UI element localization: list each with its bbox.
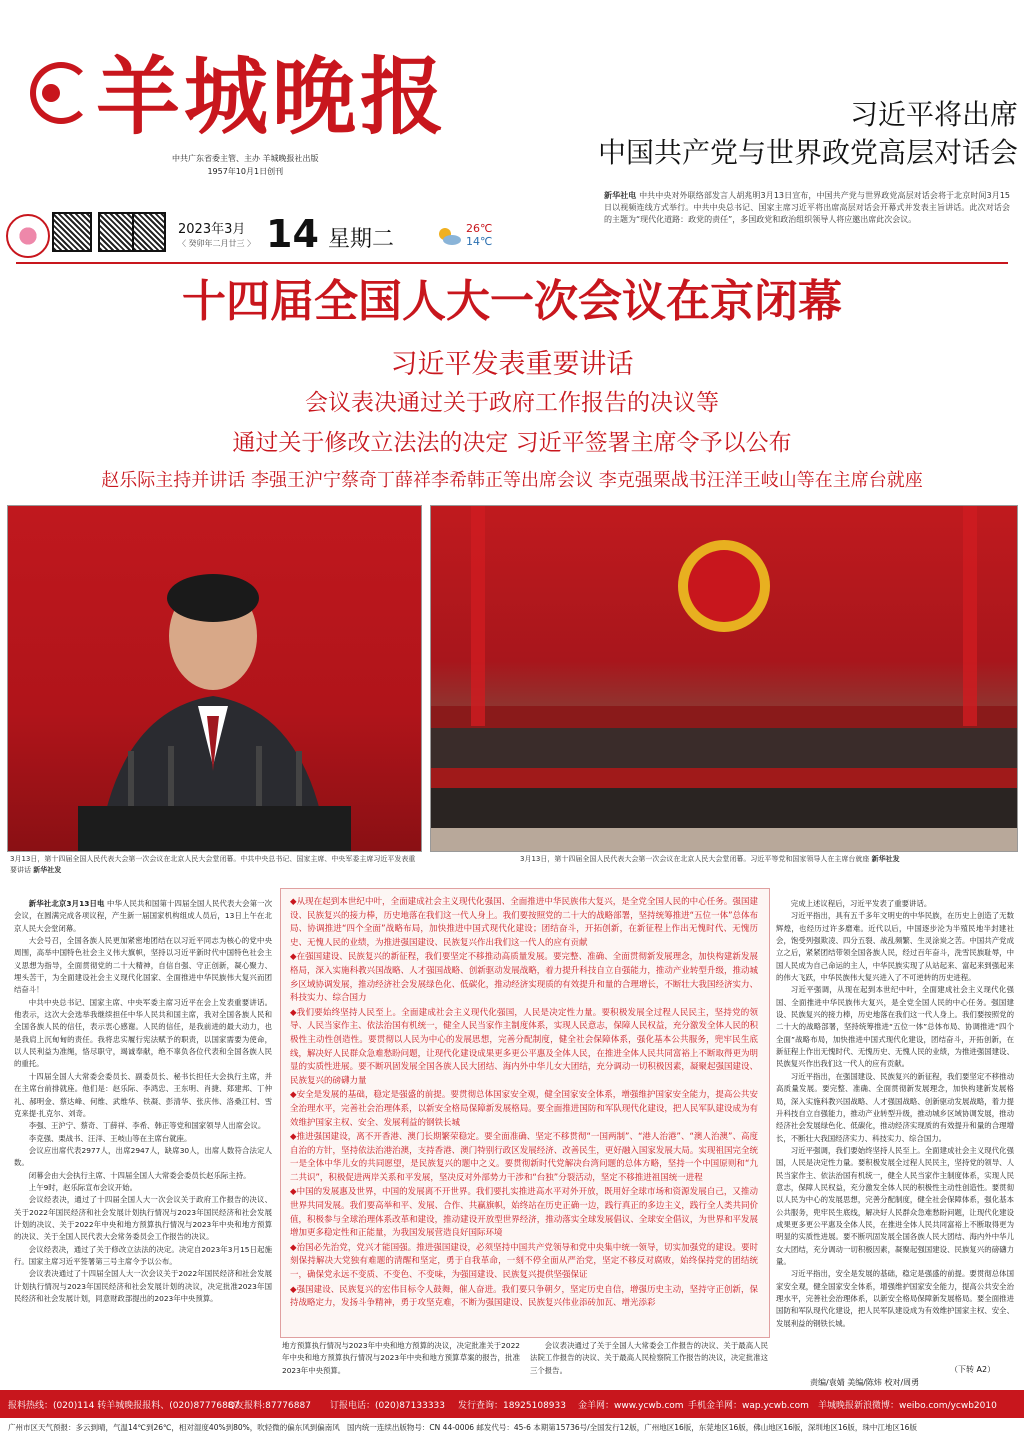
qr-code-1 (52, 212, 92, 252)
qq-text: Q友报料:87776887 (228, 1401, 311, 1411)
key-points-text: ◆从现在起到本世纪中叶，全面建成社会主义现代化强国、全面推进中华民族伟大复兴，是全党全国人民的中心任务。强国建设、民族复兴的接力棒，历史地落在我们这一代人身上。我们要按照党的二十大的战略部署，坚持统筹推进“五位一体”总体布局、协调推进“四个全面”战略布局，加快推进中国式现代化建设；团结奋斗，开拓创新，在新征程上作出无愧时代、无愧历史、无愧人民的业绩，为推进强国建设、民族复兴作出我们这一代人的应有贡献 ◆在强国建设、民族复兴的新征程，我们要坚定不移推动高质量发展。要完整、准确、全面贯彻新发展理念，加快构建新发展格局，深入实施科教兴国战略、人才强国战略、创新驱动发展战略，着力提升科技自立自强能力，推动产业转型升级，推动城乡区域协调发展，推动经济社会发展绿色化、低碳化，推动经济实现质的有效提升和量的合理增长，不断壮大我国经济实力、科技实力、综合国力 ◆我们要始终坚持人民至上。全面建成社会主义现代化强国，人民是决定性力量。要积极发展全过程人民民主，坚持党的领导、人民当家作主、依法治国有机统一，健全人民当家作主制度体系，实现人民意志，保障人民权益，充分激发全体人民的积极性主动性创造性。要贯彻以人民为中心的发展思想，完善分配制度，健全社会保障体系，强化基本公共服务，兜牢民生底线，解决好人民群众急难愁盼问题，让现代化建设成果更多更公平惠及全体人民，在推进全体人民共同富裕上不断取得更为明显的实质性进展。要不断巩固发展全国各族人民大团结、海内外中华儿女大团结，充分调动一切积极因素，凝聚起强国建设、民族复兴的磅礴力量 ◆安全是发展的基础，稳定是强盛的前提。要贯彻总体国家安全观，健全国家安全体系，增强维护国家安全能力，提高公共安全治理水平，完善社会治理体系，以新安全格局保障新发展格局。要全面推进国防和军队现代化建设，把人民军队建设成为有效维护国家主权、安全、发展利益的钢铁长城 ◆推进强国建设，离不开香港、澳门长期繁荣稳定。要全面准确、坚定不移贯彻“一国两制”、“港人治港”、“澳人治澳”、高度自治的方针，坚持依法治港治澳，支持香港、澳门特别行政区发展经济、改善民生，更好融入国家发展大局。实现祖国完全统一是全体中华儿女的共同愿望，是民族复兴的题中之义。要贯彻新时代党解决台湾问题的总体方略，坚持一个中国原则和“九二共识”，积极促进两岸关系和平发展，坚决反对外部势力干涉和“台独”分裂活动，坚定不移推进祖国统一进程 ◆中国的发展惠及世界，中国的发展离不开世界。我们要扎实推进高水平对外开放，既用好全球市场和资源发展自己，又推动世界共同发展。我们要高举和平、发展、合作、共赢旗帜，始终站在历史正确一边，践行真正的多边主义，践行全人类共同价值，积极参与全球治理体系改革和建设，推动建设开放型世界经济，推动落实全球发展倡议、全球安全倡议，为世界和平发展增加更多稳定性和正能量，为我国发展营造良好国际环境 ◆治国必先治党，党兴才能国强。推进强国建设，必须坚持中国共产党领导和党中央集中统一领导，切实加强党的建设。要时刻保持解决大党独有难题的清醒和坚定，勇于自我革命，一刻不停全面从严治党，坚定不移反对腐败，始终保持党的团结统一，确保党永远不变质、不变色、不变味，为强国建设、民族复兴提供坚强保证 ◆强国建设、民族复兴的宏伟目标令人鼓舞，催人奋进。我们要只争朝夕，坚定历史自信，增强历史主动，坚持守正创新，保持战略定力，发扬斗争精神，勇于攻坚克难，不断为强国建设、民族复兴伟业添砖加瓦、增光添彩 (290, 897, 758, 1309)
sun-cloud-icon (436, 226, 462, 246)
divider (16, 262, 1008, 264)
temperature: 26℃ 14℃ (466, 222, 493, 248)
subheadline-3: 通过关于修改立法法的决定 习近平签署主席令予以公布 (232, 430, 792, 456)
contact-bar (0, 1390, 1024, 1418)
photo-assembly-hall (430, 505, 1018, 852)
article-center-tail-right: 会议表决通过了关于全国人大常委会工作报告的决议、关于最高人民法院工作报告的决议、关于最高人民检察院工作报告的决议，决定批准这三个报告。 (530, 1341, 768, 1375)
lunar-date: 〈 癸卯年二月廿三 〉 (178, 239, 256, 248)
main-headline: 十四届全国人大一次会议在京闭幕 (182, 276, 842, 327)
distribution-text: 发行查询：18925108933 (458, 1401, 566, 1411)
continued-notice: （下转 A2） (950, 1365, 996, 1374)
logo-emblem (30, 62, 92, 124)
photo-speaker (7, 505, 422, 852)
caption-right: 3月13日，第十四届全国人民代表大会第一次会议在北京人民大会堂闭幕。习近平等党和国家领导人在主席台就座 新华社发 (520, 855, 900, 863)
subscribe-text: 订报电话：(020)87133333 (330, 1401, 446, 1411)
circle-emblem (6, 214, 50, 258)
qr-code-3 (132, 212, 166, 252)
article-left-column: 新华社北京3月13日电 中华人民共和国第十四届全国人民代表大会第一次会议，在圆满完成各项议程，产生新一届国家机构组成人员后，13日上午在北京人民大会堂闭幕。 大会号召，全国各族人民更加紧密地团结在以习近平同志为核心的党中央周围，高举中国特色社会主义伟大旗帜，坚持以习近平新时代中国特色社会主义思想为指导，全面贯彻党的二十大精神，自信自强、守正创新，凝心聚力、埋头苦干，为全面建设社会主义现代化国家、全面推进中华民族伟大复兴而团结奋斗！ 中共中央总书记、国家主席、中央军委主席习近平在会上发表重要讲话。他表示，这次大会选举我继续担任中华人民共和国主席，我对全国各族人民和全国各族人民的信任，表示衷心感谢。人民的信任，是我前进的最大动力，也是我肩上沉甸甸的责任。我将忠实履行宪法赋予的职责，以国家需要为使命，以人民利益为准绳，恪尽职守，竭诚奉献，绝不辜负各位代表和全国各族人民的重托。 十四届全国人大常委会委员长、副委员长、秘书长担任大会执行主席，并在主席台前排就座。他们是：赵乐际、李鸿忠、王东明、肖捷、郑建邦、丁仲礼、郝明金、蔡达峰、何维、武维华、铁凝、彭清华、张庆伟、洛桑江村、雪克来提·扎克尔、刘奇。 李强、王沪宁、蔡奇、丁薛祥、李希、韩正等党和国家领导人出席会议。 李克强、栗战书、汪洋、王岐山等在主席台就座。 会议应出席代表2977人，出席2947人，缺席30人，出席人数符合法定人数。 闭幕会由大会执行主席、十四届全国人大常委会委员长赵乐际主持。 上午9时，赵乐际宣布会议开始。 会议经表决，通过了十四届全国人大一次会议关于政府工作报告的决议、关于2022年国民经济和社会发展计划执行情况与2023年国民经济和社会发展计划的决议、关于2022年中央和地方预算执行情况与2023年中央和地方预算的决议、关于全国人民代表大会常务委员会工作报告的决议。 会议经表决，通过了关于修改立法法的决定。决定自2023年3月15日起施行。国家主席习近平签署第三号主席令予以公布。 会议表决通过了十四届全国人大一次会议关于2022年国民经济和社会发展计划执行情况与2023年国民经济和社会发展计划的决议，决定批准2023年国民经济和社会发展计划，同意财政部提出的2023年中央预算。 (14, 899, 272, 1303)
editor-credits: 责编/袁婧 美编/陈炜 校对/周勇 (810, 1378, 920, 1387)
subheadline-2: 会议表决通过关于政府工作报告的决议等 (305, 390, 719, 416)
caption-left: 3月13日，第十四届全国人民代表大会第一次会议在北京人民大会堂闭幕。中共中央总书记、国家主席、中央军委主席习近平发表重要讲话 新华社发 (10, 855, 416, 874)
weibo-link[interactable]: 羊城晚报新浪微博：weibo.com/ycwb2010 (818, 1401, 997, 1411)
subheadline-1: 习近平发表重要讲话 (390, 349, 634, 380)
publisher-info: 中共广东省委主管、主办 羊城晚报社出版 1957年10月1日创刊 (172, 154, 319, 176)
subheadline-4: 赵乐际主持并讲话 李强王沪宁蔡奇丁薛祥李希韩正等出席会议 李克强栗战书汪洋王岐山等在主席台就座 (101, 470, 923, 491)
newspaper-title: 羊城晚报 (96, 47, 449, 146)
article-center-tail-left: 地方预算执行情况与2023年中央和地方预算的决议，决定批准关于2022年中央和地方预算执行情况与2023年中央和地方预算草案的报告，批准2023年中央预算。 (282, 1341, 520, 1375)
top-story-body: 新华社电 中共中央对外联络部发言人胡兆明3月13日宣布，中国共产党与世界政党高层对话会将于北京时间3月15日以视频连线方式举行。中共中央总书记、国家主席习近平将出席高层对话会开幕式并发表主旨讲话。此次对话会的主题为“现代化道路：政党的责任”，多国政党和政治组织领导人将应邀出席此次会议。 (604, 191, 1011, 224)
footer-line: 广州市区天气预报：多云到晴，气温14℃到26℃，相对湿度40%到80%，吹轻微的偏东风到偏南风 国内统一连续出版物号：CN 44-0006 邮发代号：45-6 本期第15736号/全国发行12版，广州地区16版，东莞地区16版，佛山地区16版，深圳地区16版，珠中江地区16版 (8, 1423, 917, 1432)
issue-date: 2023年3月 (178, 222, 246, 237)
website-link[interactable]: 金羊网：www.ycwb.com (578, 1401, 684, 1411)
mobile-site-link[interactable]: 手机金羊网：wap.ycwb.com (688, 1401, 809, 1411)
weekday: 星期二 (328, 227, 395, 252)
issue-day: 14 (266, 212, 319, 256)
top-story-headline: 习近平将出席 中国共产党与世界政党高层对话会 (597, 98, 1018, 169)
logo-dot (42, 84, 60, 102)
hotline-text: 报料热线：(020)114 转羊城晚报报料、(020)87776887 (8, 1401, 240, 1411)
article-right-column: 完成上述议程后，习近平发表了重要讲话。 习近平指出，具有五千多年文明史的中华民族，在历史上创造了无数辉煌，也经历过许多磨难。近代以后，中国逐步沦为半殖民地半封建社会，饱受列强欺凌、四分五裂、战乱频繁、生灵涂炭之苦。中国共产党成立之后，紧紧团结带领全国各族人民，经过百年奋斗，洗雪民族耻辱，中国人民成为自己命运的主人，中华民族实现了从站起来、富起来到强起来的伟大飞跃，中华民族伟大复兴进入了不可逆转的历史进程。 习近平强调，从现在起到本世纪中叶，全面建成社会主义现代化强国、全面推进中华民族伟大复兴，是全党全国人民的中心任务。强国建设、民族复兴的接力棒，历史地落在我们这一代人身上。我们要按照党的二十大的战略部署，坚持统筹推进“五位一体”总体布局、协调推进“四个全面”战略布局，加快推进中国式现代化建设，团结奋斗，开拓创新，在新征程上作出无愧时代、无愧历史、无愧人民的业绩，为推进强国建设、民族复兴作出我们这一代人的应有贡献。 习近平指出，在强国建设、民族复兴的新征程，我们要坚定不移推动高质量发展。要完整、准确、全面贯彻新发展理念，加快构建新发展格局，深入实施科教兴国战略、人才强国战略、创新驱动发展战略，着力提升科技自立自强能力，推动产业转型升级，推动城乡区域协调发展，推动经济社会发展绿色化、低碳化，推动经济实现质的有效提升和量的合理增长，不断壮大我国经济实力、科技实力、综合国力。 习近平强调，我们要始终坚持人民至上。全面建成社会主义现代化强国，人民是决定性力量。要积极发展全过程人民民主，坚持党的领导、人民当家作主、依法治国有机统一，健全人民当家作主制度体系，实现人民意志，保障人民权益，充分激发全体人民的积极性主动性创造性。要贯彻以人民为中心的发展思想，完善分配制度，健全社会保障体系，强化基本公共服务，兜牢民生底线，解决好人民群众急难愁盼问题，让现代化建设成果更多更公平惠及全体人民，在推进全体人民共同富裕上不断取得更为明显的实质性进展。要不断巩固发展全国各族人民大团结、海内外中华儿女大团结，充分调动一切积极因素，凝聚起强国建设、民族复兴的磅礴力量。 习近平指出，安全是发展的基础，稳定是强盛的前提。要贯彻总体国家安全观，健全国家安全体系，增强维护国家安全能力，提高公共安全治理水平，完善社会治理体系，以新安全格局保障新发展格局。要全面推进国防和军队现代化建设，把人民军队建设成为有效维护国家主权、安全、发展利益的钢铁长城。 (776, 899, 1014, 1328)
